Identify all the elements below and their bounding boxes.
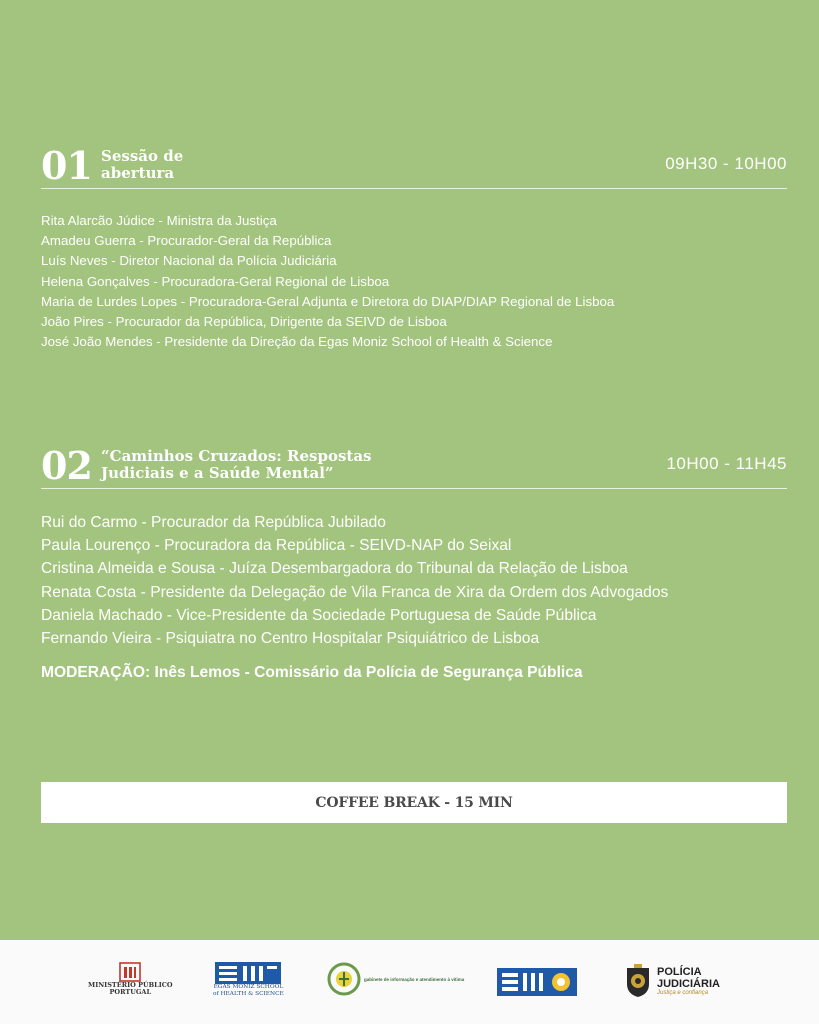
logo-text: EGAS MONIZ SCHOOL [213, 984, 284, 990]
logo-motto: Justiça e confiança [657, 989, 709, 996]
logo-text: JUDICIÁRIA [657, 977, 720, 990]
ministerio-publico-emblem-icon [119, 962, 141, 982]
session-number: 02 [41, 443, 92, 488]
logo-text: POLÍCIA [657, 965, 702, 978]
session-title: Sessão de abertura [101, 147, 184, 182]
logo-text: MINISTÉRIO PÚBLICO [88, 981, 173, 989]
gabinete-apoio-vitima-logo [327, 962, 464, 996]
speaker-item: Rui do Carmo - Procurador da República Jubilado [41, 514, 386, 531]
session-time: 10H00 - 11H45 [666, 454, 787, 473]
speaker-list [41, 511, 787, 650]
policia-judiciaria-badge-icon [624, 964, 652, 998]
coffee-break-banner [41, 782, 787, 823]
speaker-item: Paula Lourenço - Procuradora da República - SEIVD-NAP do Seixal [41, 537, 512, 555]
moderation-line: MODERAÇÃO: Inês Lemos - Comissário da Polícia de Segurança Pública [41, 664, 583, 682]
session-title: “Caminhos Cruzados: Respostas Judiciais e a Saúde Mental” [101, 447, 372, 482]
speaker-item: Cristina Almeida e Sousa - Juíza Desembargadora do Tribunal da Relação de Lisboa [41, 560, 628, 578]
session-time: 09H30 - 10H00 [665, 154, 787, 173]
speaker-item: Renata Costa - Presidente da Delegação de Vila Franca de Xira da Ordem dos Advogados [41, 583, 669, 601]
egas-moniz-emblem-icon [215, 962, 281, 984]
egas-moniz-logo [213, 962, 284, 997]
speaker-item: Rita Alarcão Júdice - Ministra da Justiça [41, 213, 277, 228]
speaker-item: Luís Neves - Diretor Nacional da Polícia Judiciária [41, 253, 337, 269]
session-opening [41, 143, 787, 352]
session-number: 01 [41, 143, 92, 188]
speaker-item: José João Mendes - Presidente da Direção da Egas Moniz School of Health & Science [41, 334, 553, 350]
speaker-item: Fernando Vieira - Psiquiatra no Centro Hospitalar Psiquiátrico de Lisboa [41, 630, 540, 648]
ministerio-publico-logo [88, 962, 173, 996]
logo-text: gabinete de informação e atendimento à vítima [364, 976, 465, 982]
gabinete-emblem-icon [327, 962, 361, 996]
logo-text: of HEALTH & SCIENCE [213, 990, 284, 997]
divider [41, 488, 787, 489]
speaker-list [41, 211, 787, 352]
session-header [41, 143, 787, 188]
session-panel [41, 443, 787, 682]
policia-judiciaria-logo [624, 964, 720, 998]
em-emblem-icon [497, 968, 577, 996]
session-header [41, 443, 787, 488]
em-partner-logo [497, 968, 577, 996]
logo-text: PORTUGAL [109, 988, 152, 996]
speaker-item: João Pires - Procurador da República, Dirigente da SEIVD de Lisboa [41, 314, 447, 330]
speaker-item: Daniela Machado - Vice-Presidente da Sociedade Portuguesa de Saúde Pública [41, 606, 597, 624]
divider [41, 188, 787, 189]
speaker-item: Amadeu Guerra - Procurador-Geral da República [41, 233, 332, 249]
partner-logos-footer [0, 940, 819, 1024]
speaker-item: Maria de Lurdes Lopes - Procuradora-Geral Adjunta e Diretora do DIAP/DIAP Regional de Lisboa [41, 293, 615, 309]
coffee-break-label: COFFEE BREAK - 15 MIN [315, 794, 513, 811]
speaker-item: Helena Gonçalves - Procuradora-Geral Regional de Lisboa [41, 273, 390, 289]
